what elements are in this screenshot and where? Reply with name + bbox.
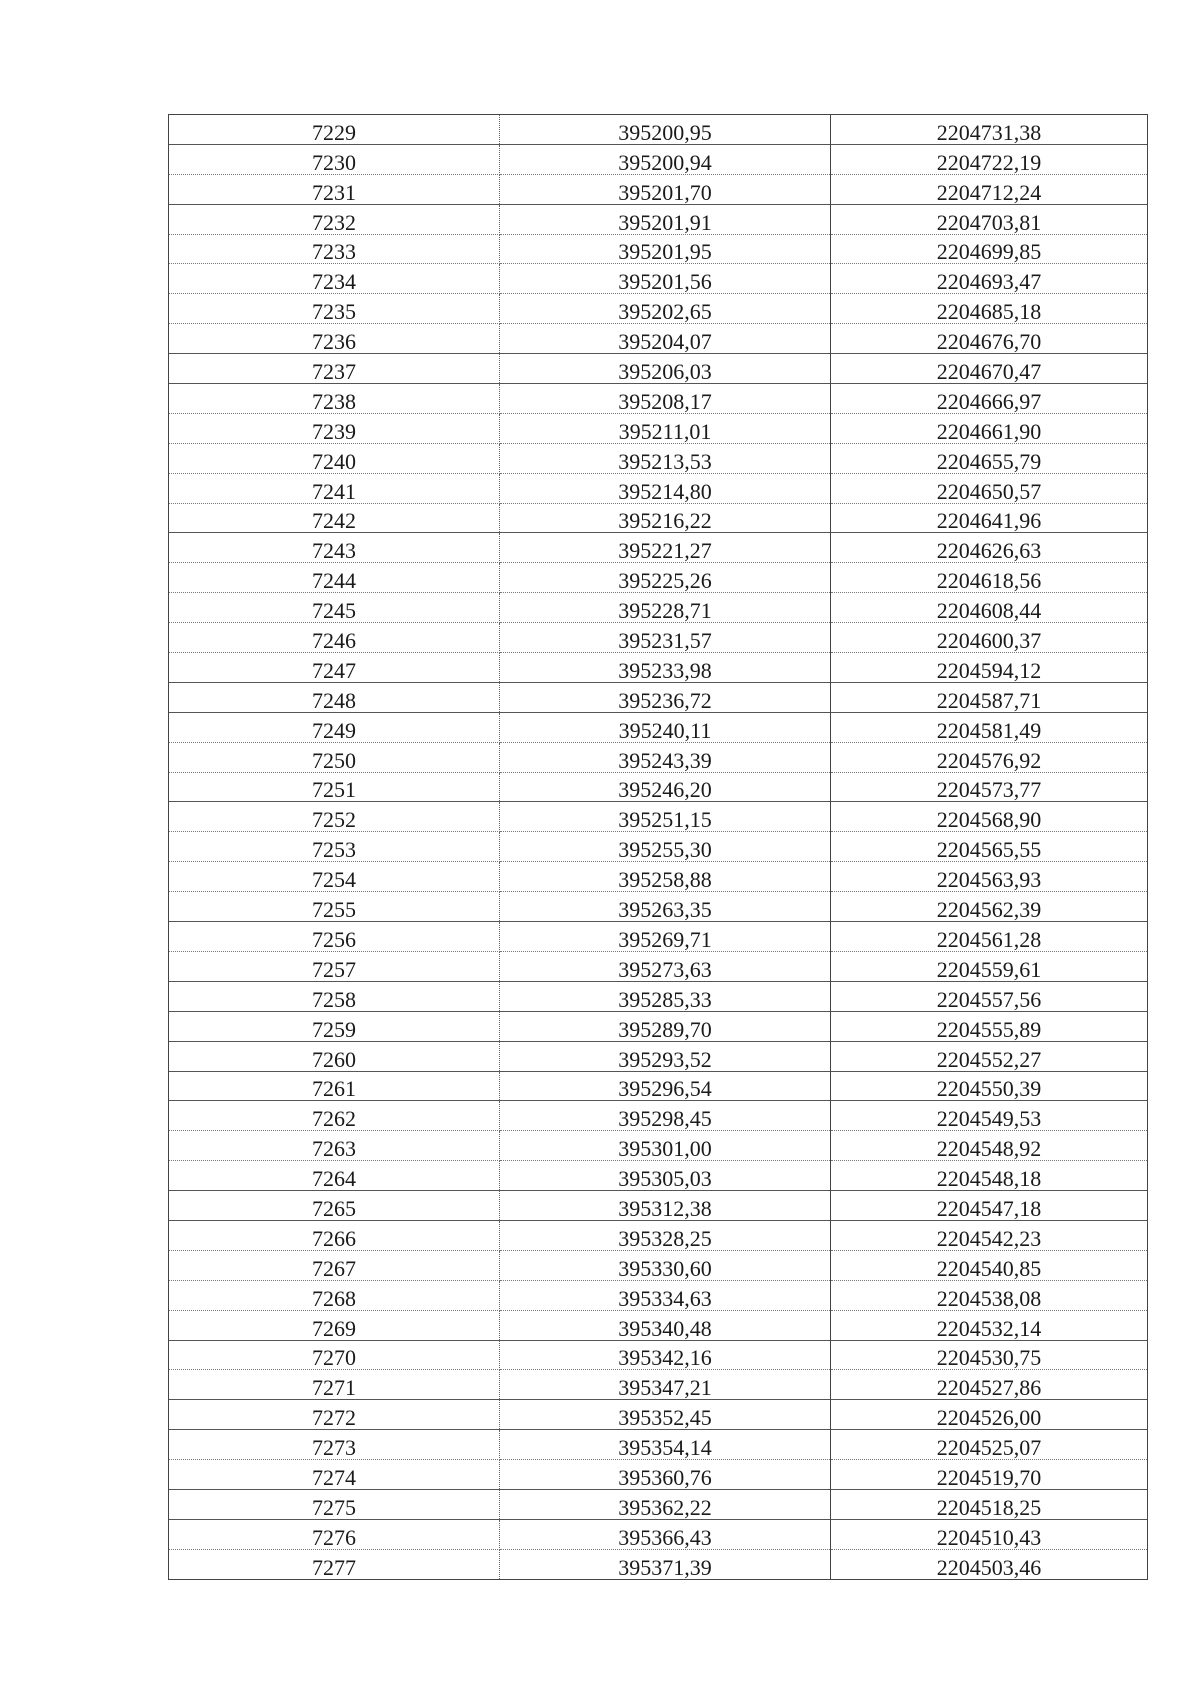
point-number-cell: 7262	[169, 1101, 500, 1131]
point-number-cell: 7252	[169, 802, 500, 832]
point-number-cell: 7231	[169, 174, 500, 204]
table-row	[169, 413, 1148, 443]
y-coordinate-cell: 2204608,44	[831, 593, 1148, 623]
point-number-cell: 7269	[169, 1310, 500, 1340]
x-coordinate-cell: 395216,22	[500, 503, 831, 533]
y-coordinate-cell: 2204559,61	[831, 951, 1148, 981]
table-row	[169, 832, 1148, 862]
y-coordinate-cell: 2204563,93	[831, 862, 1148, 892]
table-row	[169, 1041, 1148, 1071]
table-row	[169, 1460, 1148, 1490]
table-row	[169, 174, 1148, 204]
table-row	[169, 1250, 1148, 1280]
y-coordinate-cell: 2204565,55	[831, 832, 1148, 862]
point-number-cell: 7253	[169, 832, 500, 862]
point-number-cell: 7235	[169, 294, 500, 324]
y-coordinate-cell: 2204557,56	[831, 981, 1148, 1011]
table-row	[169, 384, 1148, 414]
x-coordinate-cell: 395366,43	[500, 1519, 831, 1549]
point-number-cell: 7250	[169, 742, 500, 772]
x-coordinate-cell: 395214,80	[500, 473, 831, 503]
table-row	[169, 264, 1148, 294]
table-row	[169, 144, 1148, 174]
point-number-cell: 7230	[169, 144, 500, 174]
point-number-cell: 7239	[169, 413, 500, 443]
y-coordinate-cell: 2204650,57	[831, 473, 1148, 503]
y-coordinate-cell: 2204703,81	[831, 204, 1148, 234]
x-coordinate-cell: 395225,26	[500, 563, 831, 593]
y-coordinate-cell: 2204568,90	[831, 802, 1148, 832]
point-number-cell: 7273	[169, 1430, 500, 1460]
table-row	[169, 1519, 1148, 1549]
table-row	[169, 234, 1148, 264]
x-coordinate-cell: 395200,95	[500, 115, 831, 145]
table-row	[169, 324, 1148, 354]
x-coordinate-cell: 395352,45	[500, 1400, 831, 1430]
y-coordinate-cell: 2204576,92	[831, 742, 1148, 772]
table-row	[169, 1489, 1148, 1519]
x-coordinate-cell: 395213,53	[500, 443, 831, 473]
y-coordinate-cell: 2204655,79	[831, 443, 1148, 473]
y-coordinate-cell: 2204550,39	[831, 1071, 1148, 1101]
x-coordinate-cell: 395231,57	[500, 623, 831, 653]
y-coordinate-cell: 2204503,46	[831, 1549, 1148, 1579]
point-number-cell: 7237	[169, 354, 500, 384]
table-row	[169, 473, 1148, 503]
y-coordinate-cell: 2204641,96	[831, 503, 1148, 533]
point-number-cell: 7248	[169, 682, 500, 712]
x-coordinate-cell: 395202,65	[500, 294, 831, 324]
y-coordinate-cell: 2204594,12	[831, 653, 1148, 683]
y-coordinate-cell: 2204676,70	[831, 324, 1148, 354]
table-row	[169, 892, 1148, 922]
y-coordinate-cell: 2204510,43	[831, 1519, 1148, 1549]
x-coordinate-cell: 395258,88	[500, 862, 831, 892]
point-number-cell: 7276	[169, 1519, 500, 1549]
x-coordinate-cell: 395246,20	[500, 772, 831, 802]
table-row	[169, 1430, 1148, 1460]
point-number-cell: 7268	[169, 1280, 500, 1310]
y-coordinate-cell: 2204538,08	[831, 1280, 1148, 1310]
x-coordinate-cell: 395293,52	[500, 1041, 831, 1071]
table-row	[169, 1340, 1148, 1370]
point-number-cell: 7247	[169, 653, 500, 683]
x-coordinate-cell: 395312,38	[500, 1191, 831, 1221]
table-row	[169, 1310, 1148, 1340]
table-row	[169, 682, 1148, 712]
table-row	[169, 981, 1148, 1011]
y-coordinate-cell: 2204555,89	[831, 1011, 1148, 1041]
x-coordinate-cell: 395285,33	[500, 981, 831, 1011]
point-number-cell: 7249	[169, 712, 500, 742]
y-coordinate-cell: 2204519,70	[831, 1460, 1148, 1490]
x-coordinate-cell: 395342,16	[500, 1340, 831, 1370]
point-number-cell: 7233	[169, 234, 500, 264]
table-row	[169, 1101, 1148, 1131]
y-coordinate-cell: 2204518,25	[831, 1489, 1148, 1519]
y-coordinate-cell: 2204525,07	[831, 1430, 1148, 1460]
x-coordinate-cell: 395301,00	[500, 1131, 831, 1161]
y-coordinate-cell: 2204542,23	[831, 1220, 1148, 1250]
x-coordinate-cell: 395305,03	[500, 1161, 831, 1191]
point-number-cell: 7234	[169, 264, 500, 294]
point-number-cell: 7254	[169, 862, 500, 892]
table-row	[169, 503, 1148, 533]
y-coordinate-cell: 2204532,14	[831, 1310, 1148, 1340]
point-number-cell: 7236	[169, 324, 500, 354]
coordinates-table	[168, 114, 1148, 1580]
y-coordinate-cell: 2204562,39	[831, 892, 1148, 922]
y-coordinate-cell: 2204527,86	[831, 1370, 1148, 1400]
point-number-cell: 7263	[169, 1131, 500, 1161]
y-coordinate-cell: 2204626,63	[831, 533, 1148, 563]
point-number-cell: 7277	[169, 1549, 500, 1579]
x-coordinate-cell: 395233,98	[500, 653, 831, 683]
coordinates-table-body	[169, 115, 1148, 1580]
point-number-cell: 7255	[169, 892, 500, 922]
y-coordinate-cell: 2204618,56	[831, 563, 1148, 593]
x-coordinate-cell: 395201,91	[500, 204, 831, 234]
y-coordinate-cell: 2204530,75	[831, 1340, 1148, 1370]
x-coordinate-cell: 395330,60	[500, 1250, 831, 1280]
x-coordinate-cell: 395204,07	[500, 324, 831, 354]
table-row	[169, 115, 1148, 145]
y-coordinate-cell: 2204685,18	[831, 294, 1148, 324]
point-number-cell: 7242	[169, 503, 500, 533]
y-coordinate-cell: 2204699,85	[831, 234, 1148, 264]
y-coordinate-cell: 2204540,85	[831, 1250, 1148, 1280]
point-number-cell: 7259	[169, 1011, 500, 1041]
table-row	[169, 294, 1148, 324]
x-coordinate-cell: 395296,54	[500, 1071, 831, 1101]
point-number-cell: 7271	[169, 1370, 500, 1400]
y-coordinate-cell: 2204670,47	[831, 354, 1148, 384]
table-row	[169, 1370, 1148, 1400]
point-number-cell: 7261	[169, 1071, 500, 1101]
point-number-cell: 7267	[169, 1250, 500, 1280]
x-coordinate-cell: 395371,39	[500, 1549, 831, 1579]
table-row	[169, 772, 1148, 802]
y-coordinate-cell: 2204587,71	[831, 682, 1148, 712]
point-number-cell: 7264	[169, 1161, 500, 1191]
table-row	[169, 533, 1148, 563]
point-number-cell: 7245	[169, 593, 500, 623]
y-coordinate-cell: 2204548,18	[831, 1161, 1148, 1191]
y-coordinate-cell: 2204526,00	[831, 1400, 1148, 1430]
x-coordinate-cell: 395354,14	[500, 1430, 831, 1460]
point-number-cell: 7241	[169, 473, 500, 503]
table-row	[169, 354, 1148, 384]
point-number-cell: 7232	[169, 204, 500, 234]
table-row	[169, 653, 1148, 683]
point-number-cell: 7257	[169, 951, 500, 981]
x-coordinate-cell: 395251,15	[500, 802, 831, 832]
x-coordinate-cell: 395273,63	[500, 951, 831, 981]
x-coordinate-cell: 395240,11	[500, 712, 831, 742]
table-row	[169, 862, 1148, 892]
y-coordinate-cell: 2204561,28	[831, 922, 1148, 952]
x-coordinate-cell: 395221,27	[500, 533, 831, 563]
x-coordinate-cell: 395228,71	[500, 593, 831, 623]
point-number-cell: 7229	[169, 115, 500, 145]
x-coordinate-cell: 395347,21	[500, 1370, 831, 1400]
table-row	[169, 443, 1148, 473]
table-row	[169, 922, 1148, 952]
x-coordinate-cell: 395263,35	[500, 892, 831, 922]
table-row	[169, 802, 1148, 832]
y-coordinate-cell: 2204573,77	[831, 772, 1148, 802]
y-coordinate-cell: 2204661,90	[831, 413, 1148, 443]
x-coordinate-cell: 395201,95	[500, 234, 831, 264]
y-coordinate-cell: 2204712,24	[831, 174, 1148, 204]
point-number-cell: 7270	[169, 1340, 500, 1370]
table-row	[169, 1131, 1148, 1161]
table-row	[169, 1191, 1148, 1221]
table-row	[169, 1071, 1148, 1101]
table-row	[169, 563, 1148, 593]
point-number-cell: 7275	[169, 1489, 500, 1519]
point-number-cell: 7258	[169, 981, 500, 1011]
table-row	[169, 1549, 1148, 1579]
table-row	[169, 1011, 1148, 1041]
point-number-cell: 7243	[169, 533, 500, 563]
y-coordinate-cell: 2204549,53	[831, 1101, 1148, 1131]
y-coordinate-cell: 2204722,19	[831, 144, 1148, 174]
table-row	[169, 204, 1148, 234]
x-coordinate-cell: 395362,22	[500, 1489, 831, 1519]
x-coordinate-cell: 395201,56	[500, 264, 831, 294]
y-coordinate-cell: 2204552,27	[831, 1041, 1148, 1071]
table-row	[169, 593, 1148, 623]
x-coordinate-cell: 395334,63	[500, 1280, 831, 1310]
y-coordinate-cell: 2204666,97	[831, 384, 1148, 414]
point-number-cell: 7251	[169, 772, 500, 802]
table-row	[169, 712, 1148, 742]
y-coordinate-cell: 2204547,18	[831, 1191, 1148, 1221]
point-number-cell: 7266	[169, 1220, 500, 1250]
point-number-cell: 7272	[169, 1400, 500, 1430]
table-row	[169, 951, 1148, 981]
x-coordinate-cell: 395340,48	[500, 1310, 831, 1340]
x-coordinate-cell: 395298,45	[500, 1101, 831, 1131]
x-coordinate-cell: 395236,72	[500, 682, 831, 712]
x-coordinate-cell: 395243,39	[500, 742, 831, 772]
point-number-cell: 7244	[169, 563, 500, 593]
x-coordinate-cell: 395328,25	[500, 1220, 831, 1250]
y-coordinate-cell: 2204581,49	[831, 712, 1148, 742]
x-coordinate-cell: 395255,30	[500, 832, 831, 862]
x-coordinate-cell: 395201,70	[500, 174, 831, 204]
point-number-cell: 7260	[169, 1041, 500, 1071]
point-number-cell: 7274	[169, 1460, 500, 1490]
y-coordinate-cell: 2204693,47	[831, 264, 1148, 294]
table-row	[169, 1400, 1148, 1430]
table-row	[169, 742, 1148, 772]
x-coordinate-cell: 395269,71	[500, 922, 831, 952]
point-number-cell: 7265	[169, 1191, 500, 1221]
x-coordinate-cell: 395289,70	[500, 1011, 831, 1041]
y-coordinate-cell: 2204731,38	[831, 115, 1148, 145]
table-row	[169, 1161, 1148, 1191]
point-number-cell: 7238	[169, 384, 500, 414]
x-coordinate-cell: 395206,03	[500, 354, 831, 384]
x-coordinate-cell: 395360,76	[500, 1460, 831, 1490]
x-coordinate-cell: 395211,01	[500, 413, 831, 443]
table-row	[169, 623, 1148, 653]
point-number-cell: 7256	[169, 922, 500, 952]
x-coordinate-cell: 395208,17	[500, 384, 831, 414]
point-number-cell: 7246	[169, 623, 500, 653]
table-row	[169, 1220, 1148, 1250]
y-coordinate-cell: 2204600,37	[831, 623, 1148, 653]
x-coordinate-cell: 395200,94	[500, 144, 831, 174]
table-row	[169, 1280, 1148, 1310]
point-number-cell: 7240	[169, 443, 500, 473]
y-coordinate-cell: 2204548,92	[831, 1131, 1148, 1161]
